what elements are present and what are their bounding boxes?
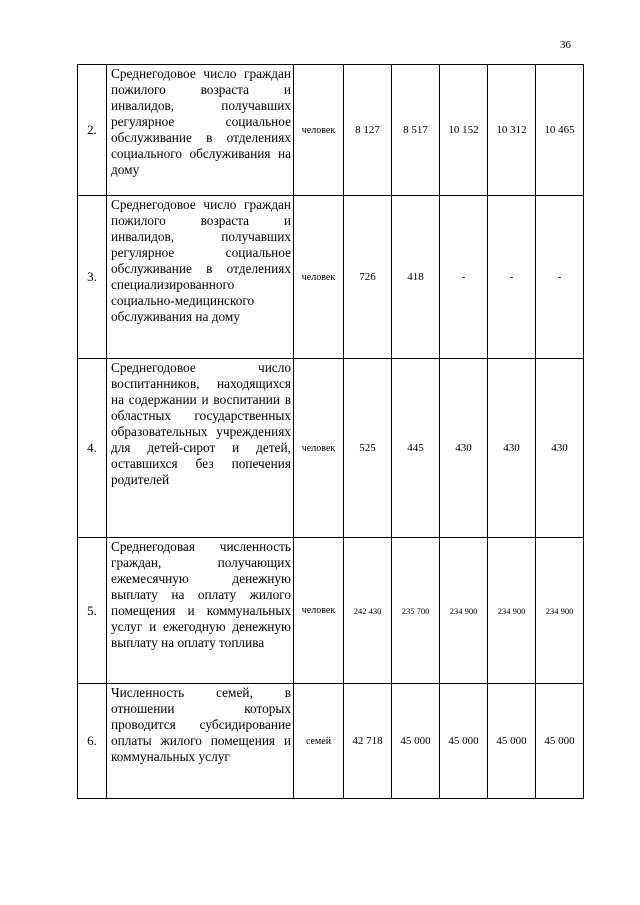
row-unit: семей	[294, 684, 344, 799]
row-value: 525	[344, 359, 392, 538]
data-table	[77, 64, 584, 799]
row-value: 10 312	[488, 65, 536, 196]
row-value: -	[440, 196, 488, 359]
row-value: 418	[392, 196, 440, 359]
row-unit: человек	[294, 196, 344, 359]
row-number: 5.	[78, 538, 107, 684]
row-value: 234 900	[440, 538, 488, 684]
row-value: 234 900	[488, 538, 536, 684]
row-value: 726	[344, 196, 392, 359]
row-value: 8 127	[344, 65, 392, 196]
row-value: 242 430	[344, 538, 392, 684]
row-value: 430	[488, 359, 536, 538]
row-value: -	[488, 196, 536, 359]
row-description: Среднегодовое число воспитанников, находящихся на содержании и воспитании в областных государственных образовательных учреждениях для детей-сирот и детей, оставшихся без попечения родителей	[107, 359, 294, 538]
row-number: 4.	[78, 359, 107, 538]
row-value: 45 000	[392, 684, 440, 799]
row-value: 445	[392, 359, 440, 538]
page-number: 36	[560, 39, 571, 51]
table-row	[78, 65, 584, 196]
row-value: 45 000	[536, 684, 584, 799]
row-value: 8 517	[392, 65, 440, 196]
row-number: 6.	[78, 684, 107, 799]
row-value: 234 900	[536, 538, 584, 684]
table-row	[78, 684, 584, 799]
row-number: 3.	[78, 196, 107, 359]
row-value: 45 000	[488, 684, 536, 799]
row-value: 42 718	[344, 684, 392, 799]
row-number: 2.	[78, 65, 107, 196]
row-description: Среднегодовое число граждан пожилого возраста и инвалидов, получавших регулярное социальное обслуживание в отделениях специализированного социально-медицинского обслуживания на дому	[107, 196, 294, 359]
row-value: 45 000	[440, 684, 488, 799]
row-value: -	[536, 196, 584, 359]
row-value: 235 700	[392, 538, 440, 684]
row-description: Среднегодовое число граждан пожилого возраста и инвалидов, получавших регулярное социальное обслуживание в отделениях социального обслуживания на дому	[107, 65, 294, 196]
table-row	[78, 538, 584, 684]
row-value: 10 152	[440, 65, 488, 196]
row-description: Численность семей, в отношении которых проводится субсидирование оплаты жилого помещения и коммунальных услуг	[107, 684, 294, 799]
row-unit: человек	[294, 538, 344, 684]
row-unit: человек	[294, 359, 344, 538]
row-value: 430	[536, 359, 584, 538]
table-row	[78, 196, 584, 359]
row-unit: человек	[294, 65, 344, 196]
table-row	[78, 359, 584, 538]
row-value: 10 465	[536, 65, 584, 196]
row-description: Среднегодовая численность граждан, получающих ежемесячную денежную выплату на оплату жилого помещения и коммунальных услуг и ежегодную денежную выплату на оплату топлива	[107, 538, 294, 684]
row-value: 430	[440, 359, 488, 538]
